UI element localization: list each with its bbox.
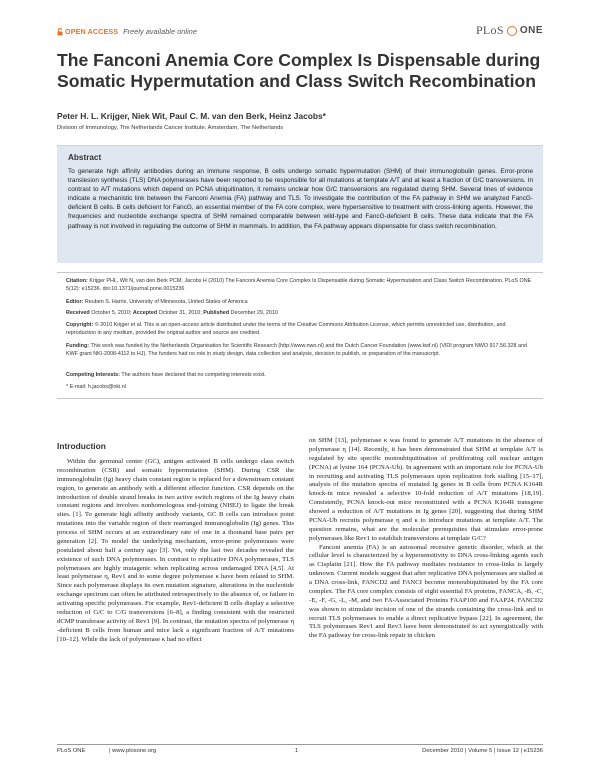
article-title: The Fanconi Anemia Core Complex Is Dispensable during Somatic Hypermutation and Class Switch Recombination <box>57 50 541 91</box>
body-paragraph: Fanconi anemia (FA) is an autosomal recessive genetic disorder, which at the cellular level is characterized by a hypersensitivity to DNA cross-linking agents such as Cisplatin [21]. How the FA pathway mediates resistance to cross-links is largely unknown. Current models suggest that after replicative DNA polymerases are stalled at a DNA cross-link, FANCD2 and FANCI become monoubiquitinated by the FA core complex. The FA core complex consists of eight essential FA proteins, FANCA, -B, -C, -E, -F, -G, -L, -M, and two FA-Associated Proteins FAAP100 and FAAP24. FANCD2 was shown to stimulate incision of one of the strands containing the cross-link and to recruit TLS polymerases to enable a direct replicative bypass [22]. In agreement, the TLS polymerases Rev1 and Rev3 have been demonstrated to act synergistically with the FA pathway for cross-link repair in chicken <box>309 543 543 640</box>
funding-label: Funding: <box>66 343 90 349</box>
citation-label: Citation: <box>66 278 88 284</box>
accepted-label: Accepted <box>132 310 158 316</box>
free-online-label: Freely available online <box>123 27 197 36</box>
competing-interests-block <box>66 372 536 380</box>
body-paragraph: on SHM [13], polymerase κ was found to generate A/T mutations in the absence of polymerase η [14]. Recently, it has been demonstrated that SHM at template A/T is regulated by site specific monoubiquitination of proliferating cell nuclear antigen (PCNA) at lysine 164 (PCNA-Ub). In agreement with an important role for PCNA-Ub in recruiting and activating TLS polymerases upon replication fork stalling [15–17], analysis of the mutation spectra of mutated Ig genes in B cells from PCNA K164R knock-in mice revealed a selective 10-fold reduction of A/T mutations [18,19]. Consistently, PCNA knock-out mice reconstituted with a PCNA K164R transgene showed a reduction of A/T mutations in Ig genes [20], suggesting that during SHM PCNA-Ub recruits polymerase η and κ to introduce mutations at template A/T. The question remains, what are the molecular prerequisites that stimulate error-prone polymerases like Rev1 to establish transversions at template G/C? <box>309 437 543 542</box>
body-column-left <box>57 458 294 644</box>
citation-block <box>66 278 536 293</box>
body-paragraph: Within the germinal center (GC), antigen activated B cells undergo class switch recombination (CSR) and somatic hypermutation (SHM). During CSR the immunoglobulin (Ig) heavy chain constant region is replaced for a downstream constant region, to generate an antibody with a different effector function. CSR depends on the introduction of double strand breaks in two active switch regions of the Ig heavy chain constant regions and involves nonhomologous end-joining (NHEJ) to ligate the break sites. [1]. To generate high affinity antibody variants, GC B cells can introduce point mutations into the variable region of their rearranged immunoglobulin (Ig) genes. This process of SHM occurs at an extraordinary rate of one in a thousand base pairs per generation [2]. To model the underlying mechanism, error-prone polymerases were postulated about half a century ago [3]. Yet, only the last two decades revealed the existence of such DNA polymerases. In contrast to replicative DNA polymerases, TLS polymerases are highly mutagenic when replicating across undamaged DNA [4,5]. At least polymerase η, Rev1 and to some degree polymerase κ have been related to SHM. Since each polymerase displays its own mutation signature, alterations in the nucleotide exchange spectrum can often be attributed retrospectively to the absence of, or failure in activating specific polymerases. For example, Rev1-deficient B cells display a selective reduction of G/C to C/G transversions [6–8], a finding consistent with the restricted dCMP transferase activity of Rev1 [9]. In contrast, the mutation spectra of polymerase η -deficient B cells from human and mice lack a significant fraction of A/T mutations [10–12]. While the lack of polymerase κ had no effect <box>57 458 294 643</box>
plos-circle-icon <box>507 26 517 36</box>
plos-logo[interactable] <box>476 23 543 38</box>
copyright-block <box>66 322 536 337</box>
page-footer <box>57 748 543 758</box>
footer-journal: PLoS ONE <box>57 748 86 754</box>
funding-text: This work was funded by the Netherlands Organisation for Scientific Research (http://www.nwo.nl) and the Dutch Cancer Foundation (www.kwf.nl) (VIDI program NWO 917.56.328 and KWF grant NKI-2008-4112 to HJ). The funders had no role in study design, data collection and analysis, decision to publish, or preparation of the manuscript. <box>66 343 528 357</box>
received-date: October 5, 2010; <box>91 310 132 316</box>
divider <box>57 398 543 399</box>
introduction-heading: Introduction <box>57 441 106 451</box>
competing-label: Competing Interests: <box>66 372 120 378</box>
divider <box>57 272 543 273</box>
open-lock-icon <box>57 28 63 36</box>
page-number: 1 <box>295 748 299 754</box>
plos-wordmark: PLoS <box>475 23 504 37</box>
journal-header <box>57 23 543 41</box>
abstract-text: To generate high affinity antibodies during an immune response, B cells undergo somatic hypermutation (SHM) of their immunoglobulin genes. Error-prone translesion synthesis (TLS) DNA polymerases have been reported to be responsible for all mutations at template A/T and at least a fraction of G/C transversions. In contrast to A/T mutations which depend on PCNA ubiquitination, it remains unclear how G/C transversions are regulated during SHM. Several lines of evidence indicate a mechanistic link between the Fanconi Anemia (FA) pathway and TLS. To investigate the contribution of the FA pathway in SHM we analyzed FancG-deficient B cells. B cells deficient for FancG, an essential member of the FA core complex, were hypersensitive to treatment with cross-linking agents. However, the frequencies and nucleotide exchange spectra of SHM remained comparable between wild-type and FancG-deficient B cells. These data indicate that the FA pathway is not involved in regulating the outcome of SHM in mammals. In addition, the FA pathway appears dispensable for class switch recombination. <box>68 168 533 230</box>
accepted-date: October 31, 2010; <box>158 310 202 316</box>
copyright-label: Copyright: <box>66 322 94 328</box>
footer-website-link[interactable]: | www.plosone.org <box>109 748 157 754</box>
copyright-text: © 2010 Krijger et al. This is an open-access article distributed under the terms of the Creative Commons Attribution License, which permits unrestricted use, distribution, and reproduction in any medium, provided the original author and source are credited. <box>66 322 506 336</box>
corresponding-email[interactable]: * E-mail: h.jacobs@nki.nl <box>66 384 126 390</box>
funding-block <box>66 343 536 358</box>
citation-text: Krijger PHL, Wit N, van den Berk PCM, Jacobs H (2010) The Fanconi Anemia Core Complex Is Dispensable during Somatic Hypermutation and Class Switch Recombination. PLoS ONE 5(12): e15236. doi:10.1371/journal.pone.0015236 <box>66 278 532 292</box>
abstract-box <box>57 145 543 263</box>
abstract-heading: Abstract <box>68 153 102 162</box>
published-date: December 29, 2010 <box>230 310 278 316</box>
plos-one-wordmark: ONE <box>519 25 543 36</box>
received-label: Received <box>66 310 90 316</box>
issue-info: December 2010 | Volume 5 | Issue 12 | e15236 <box>422 748 543 754</box>
published-label: Published <box>203 310 230 316</box>
editor-label: Editor: <box>66 299 84 305</box>
editor-text: Reuben S. Harris, University of Minnesota, United States of America <box>84 299 248 305</box>
body-column-right <box>309 437 543 641</box>
editor-block <box>66 299 536 307</box>
competing-text: The authors have declared that no competing interests exist. <box>121 372 266 378</box>
open-access-badge[interactable] <box>57 27 197 36</box>
footer-divider <box>57 744 543 745</box>
affiliation: Division of Immunology, The Netherlands Cancer Institute, Amsterdam, The Netherlands <box>57 125 284 131</box>
open-access-label: OPEN ACCESS <box>65 27 119 36</box>
author-list: Peter H. L. Krijger, Niek Wit, Paul C. M. van den Berk, Heinz Jacobs* <box>57 111 326 121</box>
dates-block <box>66 310 536 318</box>
